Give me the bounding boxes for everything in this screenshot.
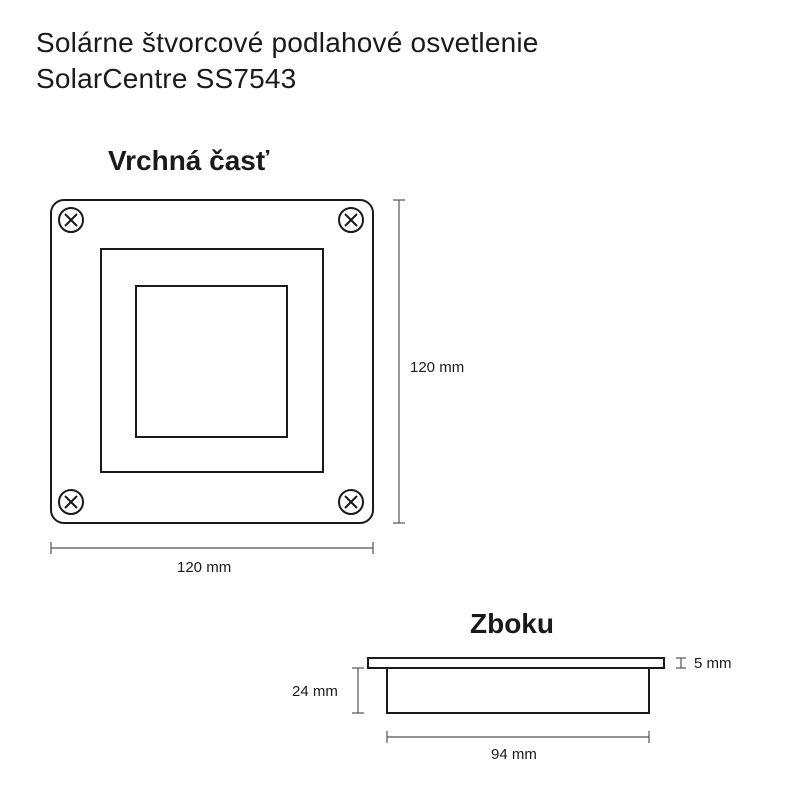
- title-line-2: SolarCentre SS7543: [36, 63, 297, 94]
- depth-dimension-label: 24 mm: [292, 683, 338, 700]
- top-view-middle-square: [101, 249, 323, 472]
- flange-dimension-label: 5 mm: [694, 655, 732, 672]
- base-width-dimension-label: 94 mm: [491, 746, 537, 763]
- side-view-heading: Zboku: [470, 608, 554, 639]
- top-view-inner-square: [136, 286, 287, 437]
- screw-icon-top-left: [59, 208, 83, 232]
- screw-icon-top-right: [339, 208, 363, 232]
- depth-dimension-line: [352, 668, 364, 713]
- base-width-dimension-line: [387, 731, 649, 743]
- height-dimension-line: [393, 200, 405, 523]
- height-dimension-label: 120 mm: [410, 359, 465, 376]
- side-view-body: [387, 668, 649, 713]
- width-dimension-line: [51, 542, 373, 554]
- screw-icon-bottom-left: [59, 490, 83, 514]
- title-line-1: Solárne štvorcové podlahové osvetlenie: [36, 27, 539, 58]
- flange-dimension-line: [676, 658, 686, 668]
- side-view-flange: [368, 658, 664, 668]
- width-dimension-label: 120 mm: [177, 559, 232, 576]
- screw-icon-bottom-right: [339, 490, 363, 514]
- top-view-heading: Vrchná časť: [108, 145, 270, 176]
